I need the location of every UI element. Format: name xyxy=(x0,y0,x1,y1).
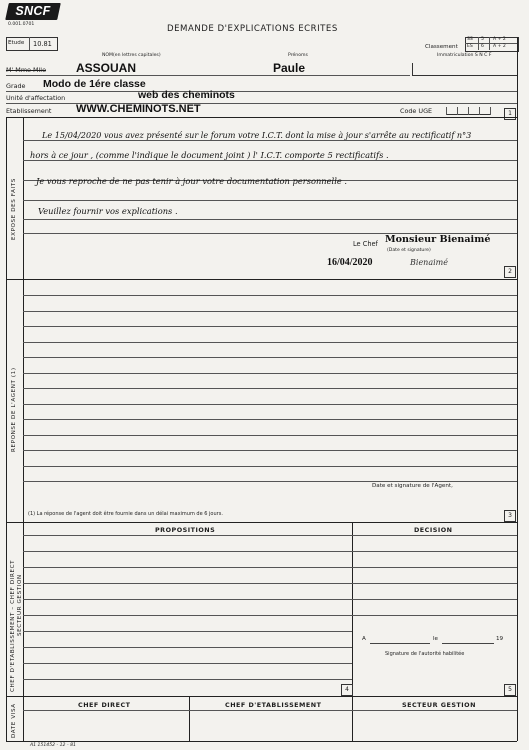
reponse-ruled-line xyxy=(23,342,517,343)
civility-label: M' Mme Mlle xyxy=(6,66,47,74)
decision-ruled-line xyxy=(352,551,517,552)
box-number-4: 4 xyxy=(341,684,353,696)
code-uge-label: Code UGE xyxy=(400,107,433,115)
classement-code-es: ES xyxy=(467,44,473,49)
expose-line-4: Veuillez fournir vos explications . xyxy=(38,206,178,216)
decision-header: DECISION xyxy=(414,526,453,534)
date-signature-caption: (Date et signature) xyxy=(387,248,431,253)
reponse-ruled-line xyxy=(23,295,517,296)
decision-ruled-line xyxy=(352,583,517,584)
decision-place-label: A xyxy=(362,636,366,642)
propositions-ruled-line xyxy=(23,615,352,616)
etablissement-value: WWW.CHEMINOTS.NET xyxy=(76,103,201,115)
reponse-ruled-line xyxy=(23,311,517,312)
reponse-ruled-line xyxy=(23,326,517,327)
reponse-ruled-line xyxy=(23,450,517,451)
immatriculation-field xyxy=(412,63,518,76)
agent-first-name: Paule xyxy=(273,61,306,75)
page-title: DEMANDE D'EXPLICATIONS ECRITES xyxy=(167,24,338,34)
reponse-ruled-line xyxy=(23,357,517,358)
reponse-side-label: REPONSE DE L'AGENT (1) xyxy=(11,367,17,452)
decision-place-field xyxy=(370,643,430,644)
classement-code-a2-bottom: A + 2 xyxy=(493,44,506,49)
etude-label: Etude xyxy=(8,40,25,46)
propositions-ruled-line xyxy=(23,663,352,664)
immatriculation-caption: Immatriculation S N C F xyxy=(437,53,492,58)
classement-box xyxy=(465,37,519,52)
box-number-5: 5 xyxy=(504,684,516,696)
grade-value: Modo de 1ére classe xyxy=(43,78,146,90)
box-number-3: 3 xyxy=(504,510,516,522)
visa-col-chef-direct: CHEF DIRECT xyxy=(78,701,131,709)
decision-ruled-line xyxy=(352,567,517,568)
propositions-ruled-line xyxy=(23,551,352,552)
expose-line-3: Je vous reproche de ne pas tenir à jour votre documentation personnelle . xyxy=(36,176,348,186)
classement-label: Classement xyxy=(425,44,458,50)
reponse-ruled-line xyxy=(23,404,517,405)
visa-side-label: DATE VISA xyxy=(11,703,17,738)
classement-code-a2-top: A + 2 xyxy=(493,37,506,42)
agent-signature-caption: Date et signature de l'Agent, xyxy=(372,483,453,489)
propositions-header: PROPOSITIONS xyxy=(155,526,216,534)
propositions-ruled-line xyxy=(23,583,352,584)
decision-date-label: le xyxy=(433,636,438,642)
decision-signature-caption: Signature de l'autorité habilitée xyxy=(385,651,465,657)
chef-label: Le Chef xyxy=(353,240,378,248)
agent-name: ASSOUAN xyxy=(76,61,137,75)
prenoms-caption: Prénoms xyxy=(288,53,308,58)
expose-side-label: EXPOSE DES FAITS xyxy=(11,178,17,240)
propositions-ruled-line xyxy=(23,567,352,568)
decision-year-label: 19 xyxy=(496,636,504,642)
reponse-ruled-line xyxy=(23,466,517,467)
chef-name: Monsieur Bienaimé xyxy=(385,234,491,245)
reponse-ruled-line xyxy=(23,481,517,482)
sncf-logo: SNCF xyxy=(5,3,61,20)
propositions-ruled-line xyxy=(23,647,352,648)
chef-signature: Bienaimé xyxy=(410,258,448,267)
decision-date-field xyxy=(442,643,494,644)
expose-line-1: Le 15/04/2020 vous avez présenté sur le forum votre I.C.T. dont la mise à jour s'arrête au rectificatif n°3 xyxy=(42,130,472,140)
propositions-ruled-line xyxy=(23,679,352,680)
box-number-2: 2 xyxy=(504,266,516,278)
unite-label: Unité d'affectation xyxy=(6,94,66,102)
reponse-footnote: (1) La réponse de l'agent doit être fournie dans un délai maximum de 6 jours. xyxy=(28,511,223,517)
reponse-ruled-line xyxy=(23,373,517,374)
propositions-side-label-2: SECTEUR GESTION xyxy=(17,574,23,636)
expose-line-2: hors à ce jour , (comme l'indique le document joint ) l' I.C.T. comporte 5 rectificatifs . xyxy=(30,150,389,160)
visa-col-secteur-gestion: SECTEUR GESTION xyxy=(402,701,476,709)
reponse-ruled-line xyxy=(23,419,517,420)
classement-code-5: 5 xyxy=(481,37,484,42)
classement-code-6: 6 xyxy=(481,44,484,49)
propositions-ruled-line xyxy=(23,631,352,632)
unite-value: web des cheminots xyxy=(138,89,235,101)
etablissement-label: Etablissement xyxy=(6,107,52,115)
decision-ruled-line xyxy=(352,599,517,600)
box-number-1: 1 xyxy=(504,108,516,120)
print-reference: A1 151452 - 12 - 81 xyxy=(30,743,76,748)
classement-code-ss: SS xyxy=(467,37,473,42)
etude-value: 10.81 xyxy=(33,40,52,48)
grade-label: Grade xyxy=(6,82,26,90)
decision-ruled-line xyxy=(352,615,517,616)
visa-col-chef-etablissement: CHEF D'ETABLISSEMENT xyxy=(225,701,322,709)
propositions-ruled-line xyxy=(23,599,352,600)
form-code: 0.001.0701 xyxy=(8,22,35,27)
nom-caption: NOM(en lettres capitales) xyxy=(102,53,161,58)
reponse-ruled-line xyxy=(23,388,517,389)
propositions-side-label: CHEF D'ETABLISSEMENT – CHEF DIRECT xyxy=(10,559,16,692)
reponse-ruled-line xyxy=(23,435,517,436)
expose-date: 16/04/2020 xyxy=(327,257,373,268)
